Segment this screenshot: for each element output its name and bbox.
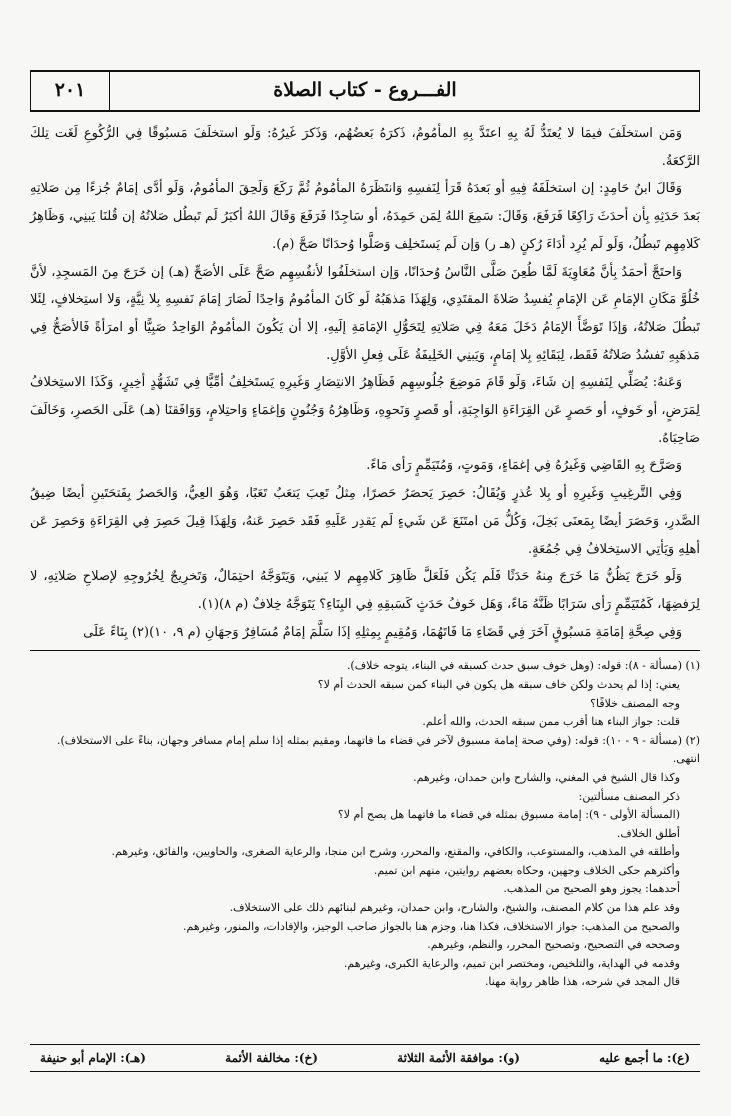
footnote-line: وأكثرهم حكى الخلاف وجهين، وحكاه بعضهم روايتين، منهم ابن تميم. xyxy=(373,863,680,877)
footnote-line: يعني: إذا لم يحدث ولكن خاف سبقه هل يكون في البناء كمن سبقه الحدث أم لا؟ xyxy=(317,677,680,691)
main-paragraph: وَعَنهُ: يُصَلِّي لِنَفسِهِ إن شَاءَ، وَلَو قَامَ مَوضِعَ جُلُوسِهِم فَظَاهِرُ الانتِصَارِ وَغَيرِهِ يَستَخلِفُ أمِّيًّا فِي تَشَهُّدٍ أخِيرٍ، وَكَذَا الاستِخلافُ لِمَرَضٍ، أو خَوفٍ، أو حَصرٍ عَن القِرَاءَةِ الوَاجِبَةِ، أو قَصرٍ وَنَحوِهِ، وَظَاهِرُهُ وَجُنُونٍ وَإغمَاءٍ وَاحتِلامٍ، وَوَافَقنَا (هـ) عَلَى الحَصرِ، وَخَالَفَ صَاحِبَاهُ. xyxy=(30,375,700,446)
footnote-line: أطلق الخلاف. xyxy=(616,826,680,840)
abbr-consensus: (ع): ما أجمع عليه xyxy=(599,1051,690,1065)
footnote-line: وكذا قال الشيخ في المغني، والشارح وابن حمدان، وغيرهم. xyxy=(413,770,680,784)
page-number: ٢٠١ xyxy=(31,72,110,110)
abbr-disagreement: (خ): مخالفة الأئمة xyxy=(225,1051,318,1065)
footnote-line: وصححه في التصحيح، وتصحيح المحرر، والنظم، وغيرهم. xyxy=(427,938,680,952)
abbr-abu-hanifa: (هـ): الإمام أبو حنيفة xyxy=(40,1051,146,1065)
running-title: الفـــروع - كتاب الصلاة xyxy=(273,79,457,101)
main-paragraph: وَقَالَ ابنُ حَامِدٍ: إن استخلَفَهُ فِيهِ أو بَعدَهُ قَرَأ لِنَفسِهِ وَانتَظَرَهُ المأمُومُ ثُمَّ رَكَعَ وَلَحِقَ المأمُومُ، وَلَو أدَّى إمَامٌ جُزءًا مِن صَلاتِهِ بَعدَ حَدَثِهِ بِأن أحدَثَ رَاكِعًا فَرَفَعَ، وَقَالَ: سَمِعَ اللهُ لِمَن حَمِدَهُ، أو سَاجِدًا فَرَفَعَ وَقَالَ اللهُ أكبَرُ لَم تَبطُل صَلاتُهُ إن قُلنَا يَبنِي، وَظَاهِرُ كَلامِهِم تَبطُلُ، وَلَو لَم يُرِد أدَاءَ رُكنٍ (هـ ر) وَإن لَم يَستَخلِف وَصَلَّوا وُحدَانًا صَحَّ (م). xyxy=(30,181,700,252)
page xyxy=(30,70,700,1105)
page-header xyxy=(30,70,700,112)
footnote-line: وقد علم هذا من كلام المصنف، والشيخ، والشارح، وابن حمدان، وغيرهم لبنائهم ذلك على الاستخلاف. xyxy=(229,901,680,915)
main-text xyxy=(30,120,700,646)
footnotes xyxy=(30,657,700,992)
footnote-line: (المسألة الأولى - ٩): إمامة مسبوق بمثله في قضاء ما فاتهما هل يصح أم لا؟ xyxy=(337,808,680,822)
footnote-line: قال المجد في شرحه، هذا ظاهر رواية مهنا. xyxy=(484,975,680,989)
main-paragraph: وَفِي التَّرغِيبِ وَغَيرِهِ أو بِلا عُذرٍ وَيُقَالُ: حَصِرَ يَحصَرُ حَصرًا، مِثلُ تَعِبَ يَتعَبُ تَعَبًا، وَهُوَ العِيُّ، وَالحَصرُ بِفَتحَتَينِ أيضًا ضِيقُ الصَّدرِ، وَحَصَرَ أيضًا بِمَعنَى بَخِلَ، وَكُلُّ مَن امتَنَعَ عَن شَيءٍ لَم يَقدِر عَلَيهِ فَقَد حَصِرَ عَنهُ، وَلِهَذَا قِيلَ حَصِرَ فِي القِرَاءَةِ وَحَصِرَ عَن أهلِهِ وَيَأتِي الاستِخلافُ فِي جُمُعَةٍ. xyxy=(30,486,700,557)
footnote-line: ذكر المصنف مسألتين: xyxy=(578,789,680,803)
footnote-line: أحدهما: يجوز وهو الصحيح من المذهب. xyxy=(503,882,680,896)
footnote-line: وجه المصنف خلافًا؟ xyxy=(590,696,680,710)
footnote-line: والصحيح من المذهب: جواز الاستخلاف، فكذا هنا، وجزم هنا بالجواز صاحب الوجيز، والإفادات، والمنور، وغيرهم. xyxy=(183,919,680,933)
main-paragraph: وَاحتَجَّ أحمَدُ بِأنَّ مُعَاوِيَةَ لَمَّا طُعِنَ صَلَّى النَّاسُ وُحدَانًا، وَإن استخلَفُوا لأنفُسِهِم صَحَّ عَلَى الأصَحِّ (هـ) إن خَرَجَ مِنَ المَسجِدِ، لأنَّ خُلُوَّ مَكَانِ الإمَامِ عَن الإمَامِ يُفسِدُ صَلاةَ المقتَدِي، وَلِهَذَا مَذهَبُهُ لَو كَانَ المأمُومُ وَاحِدًا لَصَارَ إمَامَ نَفسِهِ بِلا نِيَّةٍ، وَلا استِخلافٍ، لِئَلا تَبطُلَ صَلاتُهُ، وَإذَا تَوَضَّأَ الإمَامُ دَخَلَ مَعَهُ فِي صَلاتِهِ لِتَحَوُّلِ الإمَامَةِ إلَيهِ، إلا أن يَكُونَ المأمُومُ الوَاحِدُ صَبِيًّا أو امرَأةً فَالأصَحُّ فِي مَذهَبِهِ تَفسُدُ صَلاتُهُ فَقَط، لِبَقَائِهِ بِلا إمَامٍ، وَيَبنِي الخَلِيفَةُ عَلَى فِعلِ الأوَّلِ. xyxy=(30,264,700,363)
footnote-line: وقدمه في الهداية، والتلخيص، ومختصر ابن تميم، والرعاية الكبرى، وغيرهم. xyxy=(343,956,680,970)
main-paragraph: وَلَو خَرَجَ يَظُنُّ مَا خَرَجَ مِنهُ حَدَثًا فَلَم يَكُن فَلَعَلَّ ظَاهِرَ كَلامِهِم لا يَبنِي، وَيَتَوَجَّهُ احتِمَالٌ، وَتَخرِيجٌ لِخُرُوجِهِ لإصلاحِ صَلاتِهِ، لا لِرَفضِهَا، كَمُتَيَمِّمٍ رَأى سَرَابًا ظَنَّهُ مَاءً، وَهَل خَوفُ حَدَثٍ كَسَبقِهِ فِي البِنَاءِ؟ يَتَوَجَّهُ خِلافٌ (م ٨)(١). xyxy=(30,569,700,612)
abbr-agreement: (و): موافقة الأئمة الثلاثة xyxy=(397,1051,520,1065)
main-paragraph: وَفِي صِحَّةِ إمَامَةِ مَسبُوقٍ آخَرَ فِي قَضَاءِ مَا فَاتَهُمَا، وَمُقِيمٍ بِمِثلِهِ إذَا سَلَّمَ إمَامٌ مُسَافِرٌ وَجهَانِ (م ٩، ١٠)(٢) بِنَاءً عَلَى xyxy=(83,624,682,640)
footnote-line: (١) (مسألة - ٨): قوله: (وهل خوف سبق حدث كسبقه في البناء، يتوجه خلاف). xyxy=(346,659,700,673)
footnote-separator xyxy=(30,650,700,651)
main-paragraph: وَصَرَّحَ بِهِ القَاضِي وَغَيرُهُ فِي إغمَاءٍ، وَمَوتٍ، وَمُتَيَمِّمٍ رَأى مَاءً. xyxy=(366,458,682,474)
main-paragraph: وَمَن استخلَفَ فيمَا لا يُعتَدُّ لَهُ بِهِ اعتَدَّ بِهِ المأمُومُ، ذَكرَهُ بَعضُهُم، وَذَكرَ غَيرُهُ: وَلَو استخلَفَ مَسبُوقًا فِي الرُّكُوعِ لَغَت تِلكَ الرَّكعَةُ. xyxy=(30,126,700,169)
abbreviation-footer xyxy=(30,1044,700,1072)
footnote-line: وأطلقه في المذهب، والمستوعب، والكافي، والمقنع، والمحرر، وشرح ابن منجا، والرعاية الصغرى، والحاويين، والفائق، وغيرهم. xyxy=(111,845,680,859)
footnote-line: قلت: جواز البناء هنا أقرب ممن سبقه الحدث، والله أعلم. xyxy=(422,715,680,729)
footnote-line: (٢) (مسألة - ٩ - ١٠): قوله: (وفي صحة إمامة مسبوق لآخر في قضاء ما فاتهما، ومقيم بمثله إذا سلم إمام مسافر وجهان، بناءً على الاستخلاف). انتهى. xyxy=(57,733,700,766)
